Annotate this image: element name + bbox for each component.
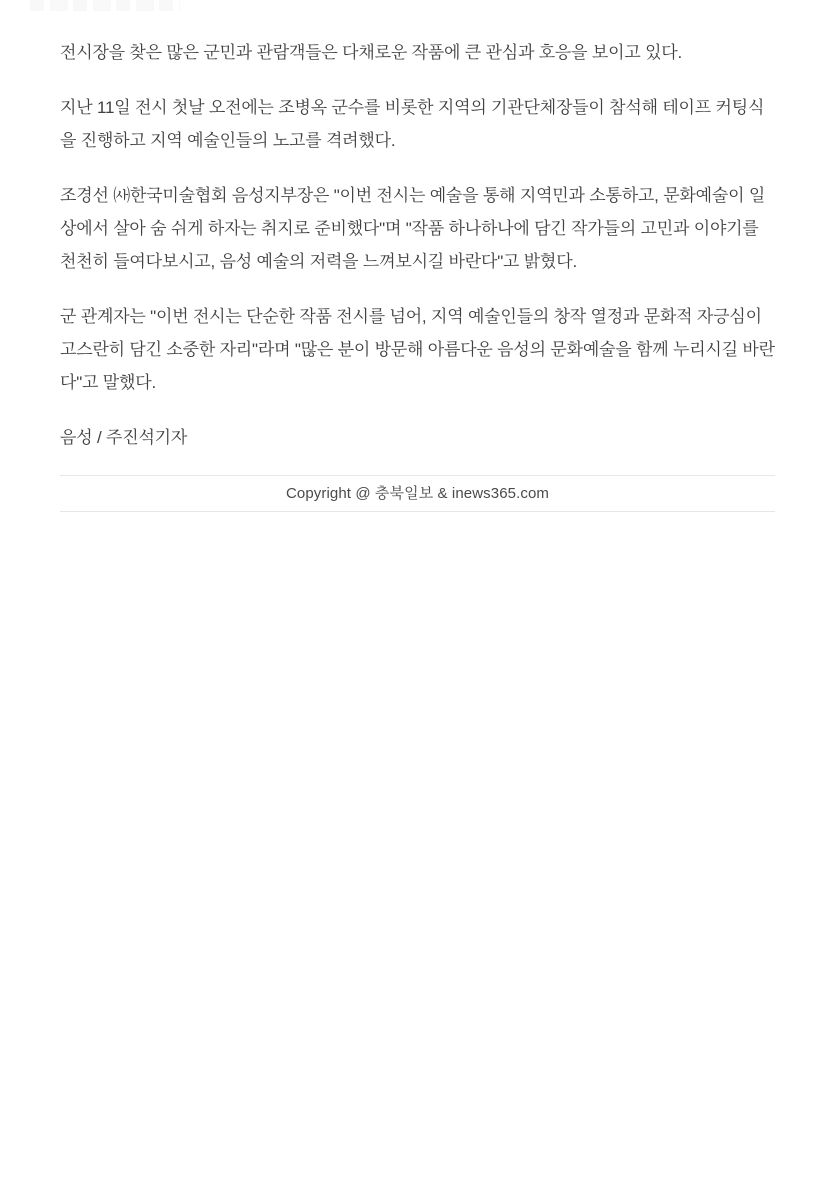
- copyright-footer: [60, 475, 775, 512]
- article-paragraph-4: 군 관계자는 "이번 전시는 단순한 작품 전시를 넘어, 지역 예술인들의 창작 열정과 문화적 자긍심이 고스란히 담긴 소중한 자리"라며 "많은 분이 방문해 아름다운 음성의 문화예술을 함께 누리시길 바란다"고 말했다.: [60, 307, 775, 392]
- footer-divider-bottom: [60, 511, 775, 512]
- copyright-text: Copyright @ 충북일보 & inews365.com: [285, 485, 550, 502]
- cropped-text-fragment: [30, 0, 180, 11]
- article-byline: 음성 / 주진석기자: [60, 428, 188, 447]
- article-body: [0, 0, 835, 454]
- article-paragraph-1: 전시장을 찾은 많은 군민과 관람객들은 다채로운 작품에 큰 관심과 호응을 보이고 있다.: [60, 43, 683, 62]
- article-paragraph-3: 조경선 ㈔한국미술협회 음성지부장은 "이번 전시는 예술을 통해 지역민과 소통하고, 문화예술이 일상에서 살아 숨 쉬게 하자는 취지로 준비했다"며 "작품 하나하나에 담긴 작가들의 고민과 이야기를 천천히 들여다보시고, 음성 예술의 저력을 느껴보시길 바란다"고 밝혔다.: [60, 186, 766, 271]
- article-paragraph-2: 지난 11일 전시 첫날 오전에는 조병옥 군수를 비롯한 지역의 기관단체장들이 참석해 테이프 커팅식을 진행하고 지역 예술인들의 노고를 격려했다.: [60, 98, 765, 150]
